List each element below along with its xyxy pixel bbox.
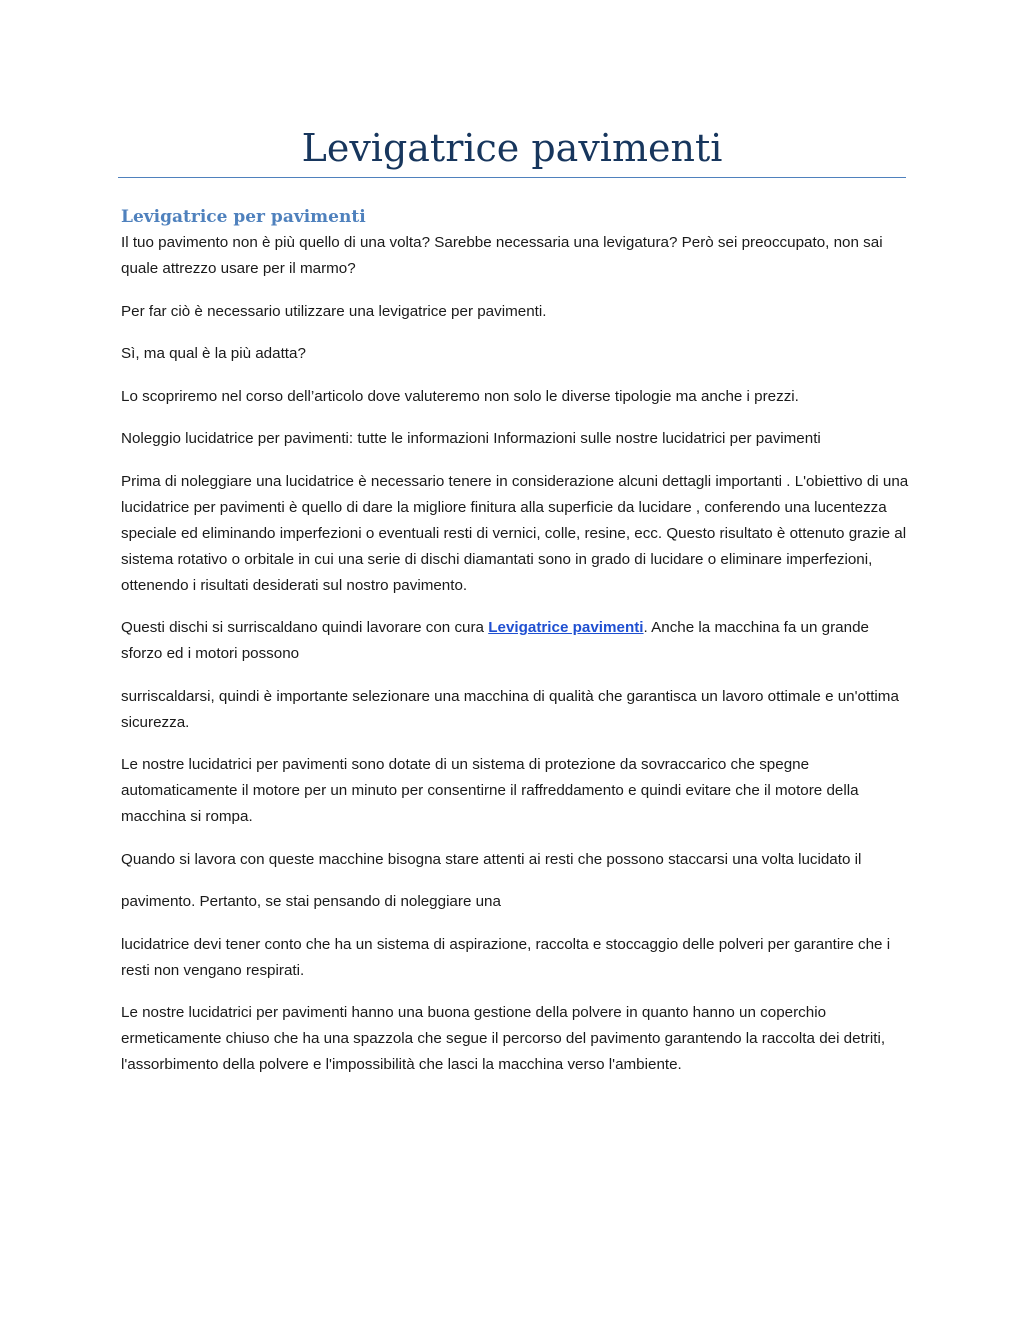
paragraph-resti: Quando si lavora con queste macchine bisogna stare attenti ai resti che possono staccarsi una volta lucidato il — [121, 850, 862, 868]
paragraph-noleggio: Noleggio lucidatrice per pavimenti: tutte le informazioni Informazioni sulle nostre lucidatrici per pavimenti — [121, 430, 821, 447]
paragraph-pavimento: pavimento. Pertanto, se stai pensando di noleggiare una — [121, 893, 501, 910]
page-title: Levigatrice pavimenti — [301, 126, 723, 170]
paragraph-polvere: Le nostre lucidatrici per pavimenti hanno una buona gestione della polvere in quanto hanno un coperchio ermeticamente chiuso che ha una spazzola che segue il percorso del pavimento garantendo la raccolta dei detriti, l'assorbimento della polvere e l'impossibilità che lasci la macchina verso l'ambiente. — [121, 1004, 886, 1073]
paragraph-article: Lo scopriremo nel corso dell’articolo dove valuteremo non solo le diverse tipologie ma anche i prezzi. — [121, 387, 799, 405]
section-heading: Levigatrice per pavimenti — [121, 207, 366, 227]
levigatrice-pavimenti-link[interactable]: Levigatrice pavimenti — [488, 619, 644, 636]
paragraph-dischi — [121, 615, 911, 667]
title-divider — [118, 177, 906, 178]
paragraph-surriscaldarsi: surriscaldarsi, quindi è importante selezionare una macchina di qualità che garantisca un lavoro ottimale e un'ottima sicurezza. — [121, 687, 899, 731]
paragraph-protezione: Le nostre lucidatrici per pavimenti sono dotate di un sistema di protezione da sovraccarico che spegne automaticamente il motore per un minuto per consentirne il raffreddamento e quindi evitare che il motore della macchina si rompa. — [121, 756, 859, 825]
paragraph-prima-di-noleggiare: Prima di noleggiare una lucidatrice è necessario tenere in considerazione alcuni dettagli importanti . L'obiettivo di una lucidatrice per pavimenti è quello di dare la migliore finitura alla superficie da lucidare , conferendo una lucentezza speciale ed eliminando imperfezioni o eventuali resti di vernici, colle, resine, ecc. Questo risultato è ottenuto grazie al sistema rotativo o orbitale in cui una serie di dischi diamantati sono in grado di lucidare o eliminare imperfezioni, ottenendo i risultati desiderati sul nostro pavimento. — [121, 472, 909, 594]
paragraph-levigatrice: Per far ciò è necessario utilizzare una levigatrice per pavimenti. — [121, 302, 547, 320]
document-body — [121, 204, 911, 1095]
paragraph-dischi-text-start: Questi dischi si surriscaldano quindi lavorare con cura — [121, 619, 489, 636]
paragraph-dischi-text-end: . Anche la macchina fa un grande sforzo ed i motori possono — [121, 619, 869, 662]
paragraph-question: Sì, ma qual è la più adatta? — [121, 345, 306, 362]
paragraph-aspirazione: lucidatrice devi tener conto che ha un sistema di aspirazione, raccolta e stoccaggio delle polveri per garantire che i resti non vengano respirati. — [121, 935, 891, 979]
paragraph-intro: Il tuo pavimento non è più quello di una volta? Sarebbe necessaria una levigatura? Però sei preoccupato, non sai quale attrezzo usare per il marmo? — [121, 234, 883, 277]
